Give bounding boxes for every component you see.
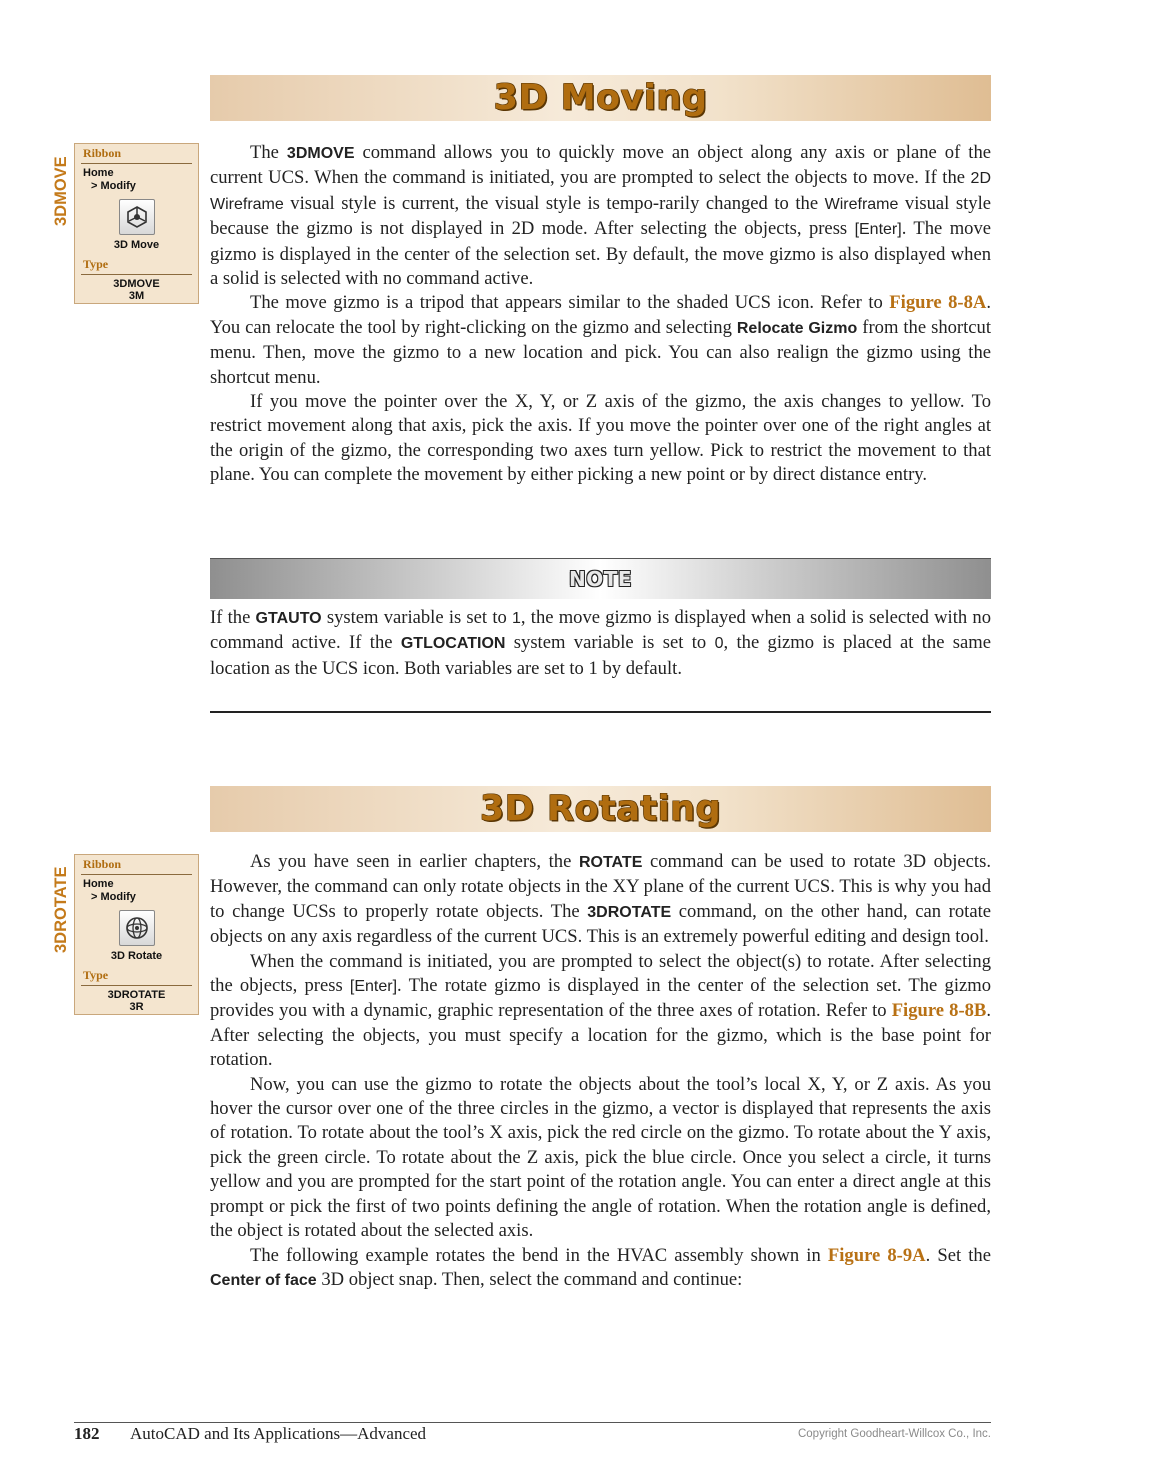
- paragraph: When the command is initiated, you are prompted to select the object(s) to rotate. After selecting the objects, press [Enter]. The rotate gizmo is displayed in the center of the selection set. The gizmo provides you with a dynamic, graphic representation of the three axes of rotation. Refer to Figure 8-8B. After selecting the objects, you must specify a location for the gizmo, which is the base point for rotation.: [210, 950, 991, 1071]
- ribbon-tool-label: 3D Move: [113, 239, 160, 251]
- paragraph: The move gizmo is a tripod that appears similar to the shaded UCS icon. Refer to Figure 8-8A. You can relocate the tool by right-clicking on the gizmo and selecting Relocate Gizmo from the shortcut menu. Then, move the gizmo to a new location and pick. You can also realign the gizmo using the shortcut menu.: [210, 292, 992, 388]
- type-command: 3DROTATE: [107, 989, 166, 1001]
- ribbon-header: Ribbon: [81, 144, 192, 164]
- section-title-3d-rotating: [210, 786, 991, 832]
- note-header: [210, 558, 991, 599]
- figure-link[interactable]: Figure 8-9A: [827, 1244, 926, 1266]
- side-label-text: 3DROTATE: [52, 866, 70, 953]
- 3d-move-gizmo-icon[interactable]: [119, 199, 155, 235]
- type-command: 3DMOVE: [113, 278, 160, 290]
- paragraph: Now, you can use the gizmo to rotate the objects about the tool’s local X, Y, or Z axis. As you hover the cursor over one of the three circles in the gizmo, a vector is displayed that represents the axis of rotation. To rotate about the tool’s X axis, pick the red circle on the gizmo. To rotate about the Y axis, pick the green circle. To rotate about the Z axis, pick the blue circle. Once you select a circle, it turns yellow and you are prompted for the start point of the rotation angle. You can enter a direct angle at this prompt or pick the first of two points defining the angle of rotation. When the rotation angle is defined, the object is rotated about the selected axis.: [210, 1073, 991, 1242]
- note-divider: [210, 711, 991, 713]
- ribbon-panel: > Modify: [91, 180, 136, 192]
- note-body: If the GTAUTO system variable is set to 1, the move gizmo is displayed when a solid is selected with no command active. If the GTLOCATION system variable is set to 0, the gizmo is placed at the same location as the UCS icon. Both variables are set to 1 by default.: [210, 607, 992, 679]
- ribbon-tab: Home: [83, 167, 114, 179]
- ribbon-box-3drotate: [74, 854, 199, 1015]
- paragraph: The 3DMOVE command allows you to quickly move an object along any axis or plane of the current UCS. When the command is initiated, you are prompted to select the objects to move. If the 2D Wireframe visual style is current, the visual style is tempo-rarily changed to the Wireframe visual style because the gizmo is not displayed in 2D mode. After selecting the objects, press [Enter]. The move gizmo is displayed in the center of the selection set. By default, the move gizmo is also displayed when a solid is selected with no command active.: [210, 142, 992, 290]
- section-title-text: 3D Moving: [493, 78, 708, 118]
- paragraph: As you have seen in earlier chapters, the ROTATE command can be used to rotate 3D objects. However, the command can only rotate objects in the XY plane of the current UCS. This is why you had to change UCSs to properly rotate objects. The 3DROTATE command, on the other hand, can rotate objects on any axis regardless of the current UCS. This is an extremely powerful editing and design tool.: [210, 851, 991, 948]
- ribbon-box-3dmove: [74, 143, 199, 304]
- paragraph: If you move the pointer over the X, Y, or Z axis of the gizmo, the axis changes to yellow. To restrict movement along that axis, pick the axis. If you move the pointer over one of the right angles at the origin of the gizmo, the corresponding two axes turn yellow. Pick to restrict the movement to that plane. You can complete the movement by either picking a new point or by direct distance entry.: [210, 391, 991, 486]
- ribbon-tool-label: 3D Rotate: [110, 950, 163, 962]
- book-title: AutoCAD and Its Applications—Advanced: [130, 1424, 427, 1443]
- type-alias: 3M: [128, 290, 145, 302]
- ribbon-panel: > Modify: [91, 891, 136, 903]
- copyright: Copyright Goodheart-Willcox Co., Inc.: [797, 1428, 991, 1440]
- type-header: Type: [81, 255, 192, 275]
- 3d-rotate-gizmo-icon[interactable]: [119, 910, 155, 946]
- figure-link[interactable]: Figure 8-8A: [889, 292, 987, 314]
- ribbon-tab: Home: [83, 878, 114, 890]
- section-title-text: 3D Rotating: [479, 789, 722, 829]
- figure-link[interactable]: Figure 8-8B: [891, 1000, 987, 1022]
- footer-divider: [74, 1422, 991, 1423]
- type-alias: 3R: [129, 1001, 144, 1013]
- moving-body: [210, 141, 991, 488]
- type-header: Type: [81, 966, 192, 986]
- rotating-body: [210, 850, 991, 1293]
- section-title-3d-moving: [210, 75, 991, 121]
- page-number: 182: [74, 1424, 100, 1443]
- note-title: NOTE: [568, 567, 633, 591]
- side-label-text: 3DMOVE: [52, 156, 70, 226]
- ribbon-header: Ribbon: [81, 855, 192, 875]
- paragraph: The following example rotates the bend in the HVAC assembly shown in Figure 8-9A. Set the Center of face 3D object snap. Then, select the command and continue:: [210, 1244, 991, 1290]
